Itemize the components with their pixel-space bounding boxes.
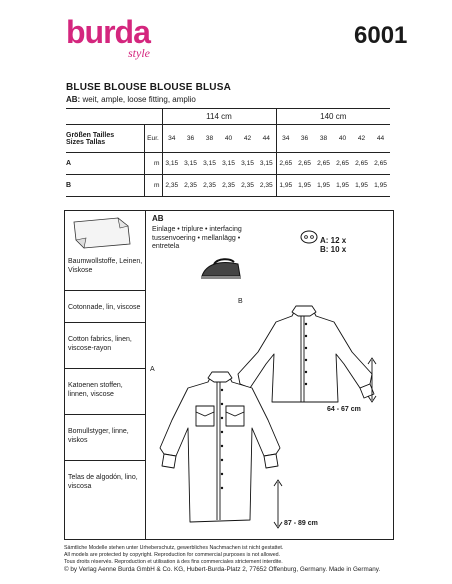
fabric-swatch-icon bbox=[72, 216, 132, 252]
yardage-cell: 3,15 bbox=[219, 153, 238, 175]
yardage-cell: 2,35 bbox=[181, 175, 200, 197]
fabric-sv: Bomullstyger, linne, viskos bbox=[68, 428, 129, 444]
iron-icon bbox=[198, 256, 244, 282]
size-cell: 38 bbox=[200, 125, 219, 153]
subtitle-fit: weit, ample, loose fitting, amplio bbox=[80, 95, 196, 104]
yardage-cell: 3,15 bbox=[200, 153, 219, 175]
pattern-number: 6001 bbox=[354, 22, 408, 49]
yardage-cell: 1,95 bbox=[371, 175, 390, 197]
view-a-length: 87 - 89 cm bbox=[284, 520, 318, 527]
row-view-label: B bbox=[66, 175, 144, 197]
yardage-cell: 2,35 bbox=[162, 175, 181, 197]
size-system: Eur. bbox=[144, 125, 162, 153]
yardage-cell: 2,35 bbox=[257, 175, 276, 197]
yardage-cell: 1,95 bbox=[314, 175, 333, 197]
button-count-a: A: 12 x bbox=[320, 236, 347, 245]
size-cell: 34 bbox=[162, 125, 181, 153]
size-cell: 42 bbox=[352, 125, 371, 153]
size-cell: 40 bbox=[333, 125, 352, 153]
fabric-es: Telas de algodón, lino, viscosa bbox=[68, 474, 138, 490]
view-b-label: B bbox=[238, 298, 243, 305]
button-count-b: B: 10 x bbox=[320, 245, 347, 254]
fabric-de: Baumwollstoffe, Leinen, Viskose bbox=[68, 258, 143, 274]
size-cell: 38 bbox=[314, 125, 333, 153]
divider bbox=[64, 368, 145, 369]
garment-subtitle bbox=[66, 95, 196, 104]
button-counts bbox=[320, 236, 346, 254]
row-unit: m bbox=[144, 175, 162, 197]
fabric-nl: Katoenen stoffen, linnen, viscose bbox=[68, 382, 123, 398]
logo-wordmark: burda bbox=[66, 14, 150, 50]
yardage-cell: 2,35 bbox=[219, 175, 238, 197]
yardage-cell: 2,65 bbox=[295, 153, 314, 175]
size-cell: 42 bbox=[238, 125, 257, 153]
fabric-width-140: 140 cm bbox=[276, 109, 390, 125]
logo-style-text: style bbox=[128, 46, 150, 60]
yardage-cell: 3,15 bbox=[257, 153, 276, 175]
yardage-cell: 1,95 bbox=[276, 175, 295, 197]
size-cell: 40 bbox=[219, 125, 238, 153]
sizes-label: Größen Tailles Sizes Tallas bbox=[66, 125, 144, 153]
yardage-cell: 2,65 bbox=[352, 153, 371, 175]
yardage-cell: 2,65 bbox=[314, 153, 333, 175]
divider bbox=[64, 460, 145, 461]
yardage-cell: 3,15 bbox=[181, 153, 200, 175]
yardage-cell: 1,95 bbox=[295, 175, 314, 197]
view-b-length: 64 - 67 cm bbox=[327, 406, 361, 413]
yardage-table bbox=[66, 108, 390, 197]
row-unit: m bbox=[144, 153, 162, 175]
burda-logo bbox=[66, 14, 150, 60]
yardage-cell: 3,15 bbox=[238, 153, 257, 175]
garment-title: BLUSE BLOUSE BLOUSE BLUSA bbox=[66, 82, 232, 93]
table-row bbox=[66, 175, 390, 197]
view-a-label: A bbox=[150, 366, 155, 373]
copyright-footer: Sämtliche Modelle stehen unter Urheberschutz, gewerbliches Nachmachen ist nicht gestattet. All models are protected by copyright. Reproduction for commercial purposes is not allowed. Tous droits réservés. Reproduction et utilisation à des fins commerciales strictement interdite. © by Verlag Aenne Burda GmbH & Co. KG, Hubert-Burda-Platz 2, 77652 Offenburg, Germany. Made in Germany. bbox=[64, 545, 404, 573]
size-cell: 44 bbox=[371, 125, 390, 153]
blouse-a-illustration bbox=[140, 370, 310, 530]
divider bbox=[64, 322, 145, 323]
fabric-fr: Cotonnade, lin, viscose bbox=[68, 304, 141, 311]
yardage-cell: 2,65 bbox=[333, 153, 352, 175]
fabric-width-114: 114 cm bbox=[162, 109, 276, 125]
divider bbox=[64, 414, 145, 415]
yardage-cell: 2,65 bbox=[371, 153, 390, 175]
row-view-label: A bbox=[66, 153, 144, 175]
yardage-cell: 2,65 bbox=[276, 153, 295, 175]
copyright-line: © by Verlag Aenne Burda GmbH & Co. KG, Hubert-Burda-Platz 2, 77652 Offenburg, Germany. Made in Germany. bbox=[64, 566, 381, 573]
button-icon bbox=[300, 230, 318, 244]
fabric-column bbox=[64, 210, 146, 540]
yardage-cell: 1,95 bbox=[333, 175, 352, 197]
fabric-en: Cotton fabrics, linen, viscose-rayon bbox=[68, 336, 132, 352]
yardage-cell: 2,35 bbox=[200, 175, 219, 197]
interfacing-text: Einlage • triplure • interfacing tussenvoering • mellanlägg • entretela bbox=[152, 226, 242, 250]
notions-views-label: AB bbox=[152, 214, 164, 223]
yardage-cell: 3,15 bbox=[162, 153, 181, 175]
size-cell: 36 bbox=[181, 125, 200, 153]
yardage-cell: 1,95 bbox=[352, 175, 371, 197]
size-cell: 36 bbox=[295, 125, 314, 153]
table-row bbox=[66, 153, 390, 175]
yardage-cell: 2,35 bbox=[238, 175, 257, 197]
divider bbox=[64, 290, 145, 291]
size-cell: 34 bbox=[276, 125, 295, 153]
size-cell: 44 bbox=[257, 125, 276, 153]
subtitle-views: AB: bbox=[66, 95, 81, 104]
